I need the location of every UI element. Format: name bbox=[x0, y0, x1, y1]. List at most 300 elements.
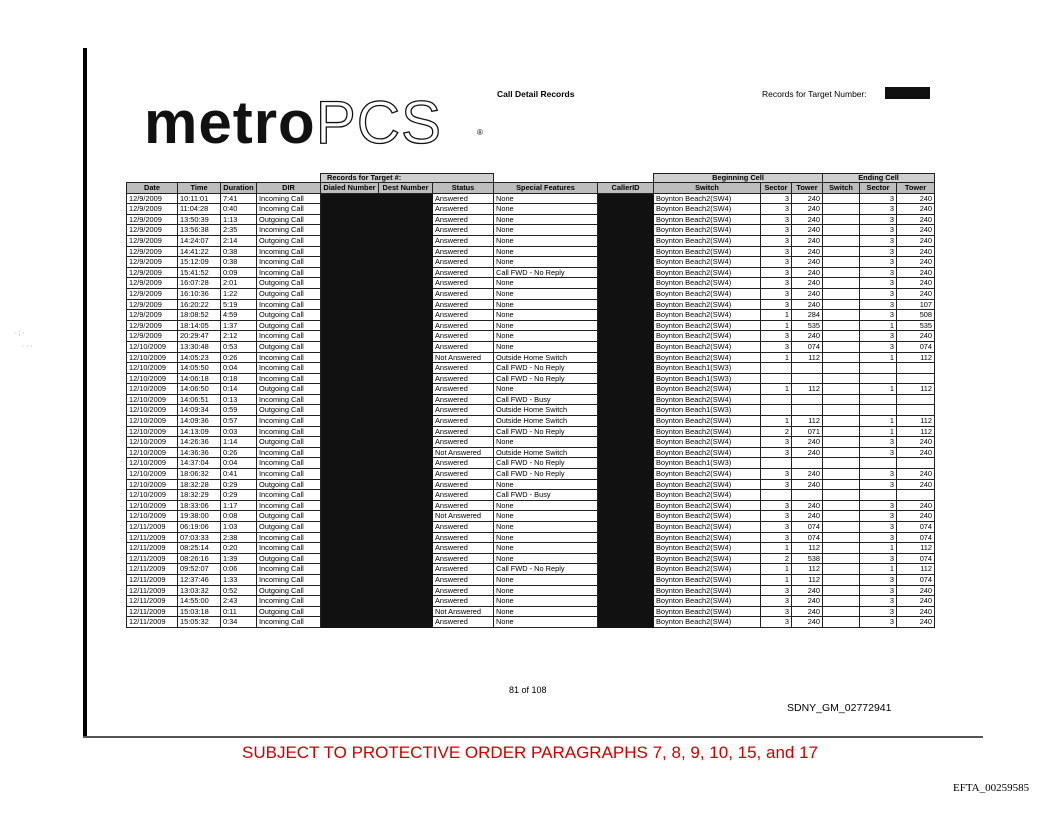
cell-end-sector: 1 bbox=[860, 384, 897, 395]
cell-date: 12/9/2009 bbox=[127, 235, 178, 246]
cell-begin-tower bbox=[792, 405, 823, 416]
cell-direction: Incoming Call bbox=[257, 447, 321, 458]
cell-date: 12/10/2009 bbox=[127, 469, 178, 480]
cell-begin-switch: Boynton Beach2(SW4) bbox=[654, 500, 761, 511]
cell-date: 12/10/2009 bbox=[127, 352, 178, 363]
cell-begin-sector bbox=[761, 405, 792, 416]
cell-status: Answered bbox=[433, 416, 494, 427]
cell-status: Answered bbox=[433, 384, 494, 395]
logo-pcs-text: PCS bbox=[315, 89, 443, 156]
cell-begin-sector: 3 bbox=[761, 437, 792, 448]
cell-begin-tower: 535 bbox=[792, 320, 823, 331]
cell-duration: 0:14 bbox=[221, 384, 257, 395]
redacted-dialed-number bbox=[321, 214, 379, 225]
cell-duration: 0:04 bbox=[221, 458, 257, 469]
cell-end-switch bbox=[823, 320, 860, 331]
cell-special-features: None bbox=[494, 341, 598, 352]
redacted-dest-number bbox=[379, 320, 433, 331]
cell-duration: 0:57 bbox=[221, 416, 257, 427]
cell-end-switch bbox=[823, 574, 860, 585]
cell-status: Not Answered bbox=[433, 447, 494, 458]
cell-begin-tower: 071 bbox=[792, 426, 823, 437]
cell-special-features: Call FWD - No Reply bbox=[494, 363, 598, 374]
redacted-dest-number bbox=[379, 416, 433, 427]
cell-begin-sector: 3 bbox=[761, 617, 792, 628]
table-row bbox=[127, 235, 935, 246]
cell-end-sector: 3 bbox=[860, 299, 897, 310]
cell-status: Answered bbox=[433, 214, 494, 225]
cell-status: Answered bbox=[433, 394, 494, 405]
redacted-dialed-number bbox=[321, 606, 379, 617]
cell-status: Answered bbox=[433, 522, 494, 533]
redacted-dest-number bbox=[379, 574, 433, 585]
redacted-caller-id bbox=[598, 363, 654, 374]
cell-begin-switch: Boynton Beach2(SW4) bbox=[654, 246, 761, 257]
cell-begin-sector: 3 bbox=[761, 246, 792, 257]
redacted-caller-id bbox=[598, 574, 654, 585]
cell-begin-tower: 240 bbox=[792, 235, 823, 246]
cell-special-features: Call FWD - No Reply bbox=[494, 373, 598, 384]
cell-begin-switch: Boynton Beach2(SW4) bbox=[654, 490, 761, 501]
redacted-dest-number bbox=[379, 288, 433, 299]
column-header-row bbox=[127, 183, 935, 194]
cell-end-tower: 240 bbox=[897, 246, 935, 257]
cell-status: Answered bbox=[433, 363, 494, 374]
cell-duration: 0:08 bbox=[221, 511, 257, 522]
cell-time: 14:06:50 bbox=[178, 384, 221, 395]
cell-begin-sector: 3 bbox=[761, 331, 792, 342]
redacted-caller-id bbox=[598, 193, 654, 204]
redacted-dialed-number bbox=[321, 394, 379, 405]
redacted-dest-number bbox=[379, 225, 433, 236]
redacted-caller-id bbox=[598, 320, 654, 331]
cell-begin-sector: 3 bbox=[761, 267, 792, 278]
redacted-dialed-number bbox=[321, 500, 379, 511]
cell-begin-sector bbox=[761, 373, 792, 384]
redacted-dialed-number bbox=[321, 426, 379, 437]
cell-end-switch bbox=[823, 596, 860, 607]
cell-special-features: None bbox=[494, 246, 598, 257]
redacted-dest-number bbox=[379, 426, 433, 437]
cell-special-features: Call FWD - Busy bbox=[494, 490, 598, 501]
cell-begin-tower: 240 bbox=[792, 288, 823, 299]
cell-time: 14:41:22 bbox=[178, 246, 221, 257]
redacted-dialed-number bbox=[321, 511, 379, 522]
cell-status: Answered bbox=[433, 405, 494, 416]
redacted-dest-number bbox=[379, 373, 433, 384]
cell-end-switch bbox=[823, 606, 860, 617]
redacted-caller-id bbox=[598, 543, 654, 554]
cell-date: 12/9/2009 bbox=[127, 320, 178, 331]
cell-end-tower: 112 bbox=[897, 384, 935, 395]
table-row bbox=[127, 246, 935, 257]
cell-status: Not Answered bbox=[433, 352, 494, 363]
cell-special-features: None bbox=[494, 585, 598, 596]
cell-begin-tower bbox=[792, 458, 823, 469]
cell-duration: 0:09 bbox=[221, 267, 257, 278]
redacted-dest-number bbox=[379, 437, 433, 448]
cell-end-tower: 240 bbox=[897, 193, 935, 204]
cell-time: 18:08:52 bbox=[178, 310, 221, 321]
redacted-dest-number bbox=[379, 204, 433, 215]
cell-end-tower: 240 bbox=[897, 585, 935, 596]
cell-direction: Incoming Call bbox=[257, 458, 321, 469]
cell-status: Answered bbox=[433, 479, 494, 490]
redacted-dest-number bbox=[379, 447, 433, 458]
redacted-dialed-number bbox=[321, 235, 379, 246]
redacted-caller-id bbox=[598, 352, 654, 363]
table-row bbox=[127, 532, 935, 543]
cell-end-sector: 1 bbox=[860, 543, 897, 554]
redacted-caller-id bbox=[598, 522, 654, 533]
cell-begin-tower: 112 bbox=[792, 543, 823, 554]
cell-end-tower: 240 bbox=[897, 204, 935, 215]
cell-end-tower bbox=[897, 405, 935, 416]
table-row bbox=[127, 405, 935, 416]
cell-status: Answered bbox=[433, 341, 494, 352]
cell-duration: 0:11 bbox=[221, 606, 257, 617]
cell-begin-sector bbox=[761, 394, 792, 405]
cell-status: Answered bbox=[433, 458, 494, 469]
report-title: Call Detail Records bbox=[497, 89, 575, 99]
table-row bbox=[127, 469, 935, 480]
cell-time: 18:32:29 bbox=[178, 490, 221, 501]
cell-date: 12/9/2009 bbox=[127, 310, 178, 321]
cell-time: 14:05:50 bbox=[178, 363, 221, 374]
cell-begin-tower: 112 bbox=[792, 384, 823, 395]
cell-duration: 0:03 bbox=[221, 426, 257, 437]
cell-time: 15:12:09 bbox=[178, 257, 221, 268]
cell-special-features: None bbox=[494, 310, 598, 321]
cell-status: Answered bbox=[433, 225, 494, 236]
cell-special-features: Outside Home Switch bbox=[494, 447, 598, 458]
cell-end-switch bbox=[823, 500, 860, 511]
cell-end-sector: 3 bbox=[860, 193, 897, 204]
cell-begin-switch: Boynton Beach2(SW4) bbox=[654, 204, 761, 215]
cell-begin-tower bbox=[792, 490, 823, 501]
cell-time: 14:09:36 bbox=[178, 416, 221, 427]
cell-end-sector: 3 bbox=[860, 469, 897, 480]
cell-end-sector: 3 bbox=[860, 278, 897, 289]
cell-date: 12/9/2009 bbox=[127, 214, 178, 225]
cell-end-switch bbox=[823, 257, 860, 268]
cell-end-switch bbox=[823, 267, 860, 278]
cell-status: Answered bbox=[433, 574, 494, 585]
redacted-caller-id bbox=[598, 564, 654, 575]
cell-begin-sector: 3 bbox=[761, 479, 792, 490]
cell-direction: Incoming Call bbox=[257, 352, 321, 363]
cell-begin-switch: Boynton Beach2(SW4) bbox=[654, 596, 761, 607]
cell-special-features: None bbox=[494, 543, 598, 554]
target-group-label: Records for Target #: bbox=[327, 173, 402, 182]
cell-begin-sector bbox=[761, 490, 792, 501]
column-header: DIR bbox=[257, 183, 321, 194]
cell-end-switch bbox=[823, 511, 860, 522]
cell-direction: Outgoing Call bbox=[257, 341, 321, 352]
redacted-dest-number bbox=[379, 606, 433, 617]
table-row bbox=[127, 373, 935, 384]
cell-begin-sector: 1 bbox=[761, 543, 792, 554]
redacted-caller-id bbox=[598, 606, 654, 617]
redacted-dest-number bbox=[379, 257, 433, 268]
cell-begin-switch: Boynton Beach2(SW4) bbox=[654, 267, 761, 278]
cell-status: Answered bbox=[433, 288, 494, 299]
cell-end-sector: 3 bbox=[860, 225, 897, 236]
cell-direction: Incoming Call bbox=[257, 426, 321, 437]
ending-cell-header: Ending Cell bbox=[823, 174, 935, 183]
cell-begin-sector: 3 bbox=[761, 288, 792, 299]
cell-begin-sector: 3 bbox=[761, 511, 792, 522]
redacted-dialed-number bbox=[321, 596, 379, 607]
cell-special-features: None bbox=[494, 214, 598, 225]
cell-begin-tower: 240 bbox=[792, 246, 823, 257]
cell-date: 12/9/2009 bbox=[127, 204, 178, 215]
cell-end-switch bbox=[823, 426, 860, 437]
cell-end-tower: 240 bbox=[897, 267, 935, 278]
table-row bbox=[127, 257, 935, 268]
cell-begin-switch: Boynton Beach2(SW4) bbox=[654, 522, 761, 533]
redacted-dest-number bbox=[379, 511, 433, 522]
cell-duration: 1:03 bbox=[221, 522, 257, 533]
cell-date: 12/9/2009 bbox=[127, 278, 178, 289]
cell-date: 12/11/2009 bbox=[127, 543, 178, 554]
redacted-dest-number bbox=[379, 394, 433, 405]
cell-special-features: None bbox=[494, 225, 598, 236]
cell-end-sector: 3 bbox=[860, 214, 897, 225]
redacted-caller-id bbox=[598, 341, 654, 352]
cell-direction: Outgoing Call bbox=[257, 553, 321, 564]
table-row bbox=[127, 363, 935, 374]
cell-direction: Outgoing Call bbox=[257, 288, 321, 299]
cell-time: 13:30:48 bbox=[178, 341, 221, 352]
cell-end-tower: 240 bbox=[897, 437, 935, 448]
cell-direction: Outgoing Call bbox=[257, 585, 321, 596]
cell-duration: 5:19 bbox=[221, 299, 257, 310]
cell-begin-switch: Boynton Beach2(SW4) bbox=[654, 553, 761, 564]
cell-direction: Incoming Call bbox=[257, 564, 321, 575]
table-row bbox=[127, 320, 935, 331]
cell-time: 07:03:33 bbox=[178, 532, 221, 543]
cell-date: 12/11/2009 bbox=[127, 522, 178, 533]
beginning-cell-header: Beginning Cell bbox=[654, 174, 823, 183]
cell-direction: Incoming Call bbox=[257, 416, 321, 427]
cell-duration: 0:40 bbox=[221, 204, 257, 215]
efta-number: EFTA_00259585 bbox=[953, 782, 1030, 794]
cell-begin-switch: Boynton Beach2(SW4) bbox=[654, 299, 761, 310]
table-row bbox=[127, 278, 935, 289]
cell-end-tower: 508 bbox=[897, 310, 935, 321]
redacted-dialed-number bbox=[321, 193, 379, 204]
cell-end-tower: 240 bbox=[897, 511, 935, 522]
redacted-dest-number bbox=[379, 596, 433, 607]
cell-begin-sector: 1 bbox=[761, 310, 792, 321]
column-header: Sector bbox=[761, 183, 792, 194]
cell-duration: 0:04 bbox=[221, 363, 257, 374]
column-header: Date bbox=[127, 183, 178, 194]
redacted-dialed-number bbox=[321, 479, 379, 490]
cell-begin-sector: 3 bbox=[761, 299, 792, 310]
cell-date: 12/9/2009 bbox=[127, 331, 178, 342]
cell-status: Answered bbox=[433, 257, 494, 268]
cell-begin-tower: 112 bbox=[792, 574, 823, 585]
cell-direction: Incoming Call bbox=[257, 257, 321, 268]
redacted-dest-number bbox=[379, 564, 433, 575]
cell-end-switch bbox=[823, 522, 860, 533]
cell-duration: 0:29 bbox=[221, 490, 257, 501]
cell-begin-switch: Boynton Beach2(SW4) bbox=[654, 437, 761, 448]
cell-date: 12/10/2009 bbox=[127, 405, 178, 416]
blank-group bbox=[494, 174, 654, 183]
cell-begin-tower: 074 bbox=[792, 341, 823, 352]
cell-begin-tower: 240 bbox=[792, 204, 823, 215]
redacted-dest-number bbox=[379, 341, 433, 352]
redacted-dest-number bbox=[379, 405, 433, 416]
cell-end-switch bbox=[823, 437, 860, 448]
cell-time: 06:19:06 bbox=[178, 522, 221, 533]
cell-begin-tower: 074 bbox=[792, 522, 823, 533]
redacted-caller-id bbox=[598, 310, 654, 321]
cell-end-switch bbox=[823, 490, 860, 501]
cell-date: 12/10/2009 bbox=[127, 511, 178, 522]
cell-end-sector bbox=[860, 363, 897, 374]
cell-time: 16:07:28 bbox=[178, 278, 221, 289]
cell-end-switch bbox=[823, 469, 860, 480]
call-detail-table bbox=[126, 173, 935, 628]
scan-mark: · · · bbox=[22, 343, 33, 350]
cell-duration: 4:59 bbox=[221, 310, 257, 321]
cell-direction: Incoming Call bbox=[257, 204, 321, 215]
cell-time: 14:09:34 bbox=[178, 405, 221, 416]
redacted-dialed-number bbox=[321, 288, 379, 299]
cell-date: 12/10/2009 bbox=[127, 373, 178, 384]
redacted-dest-number bbox=[379, 617, 433, 628]
cell-time: 15:05:32 bbox=[178, 617, 221, 628]
cell-end-sector: 3 bbox=[860, 204, 897, 215]
cell-special-features: None bbox=[494, 320, 598, 331]
cell-special-features: Call FWD - No Reply bbox=[494, 426, 598, 437]
table-row bbox=[127, 394, 935, 405]
target-number-redaction bbox=[885, 87, 930, 99]
cell-end-tower: 240 bbox=[897, 278, 935, 289]
cell-duration: 0:26 bbox=[221, 447, 257, 458]
cell-begin-switch: Boynton Beach2(SW4) bbox=[654, 193, 761, 204]
cell-status: Answered bbox=[433, 500, 494, 511]
cell-end-switch bbox=[823, 193, 860, 204]
redacted-caller-id bbox=[598, 553, 654, 564]
cell-direction: Outgoing Call bbox=[257, 479, 321, 490]
cell-end-tower: 074 bbox=[897, 553, 935, 564]
cell-begin-tower: 240 bbox=[792, 596, 823, 607]
redacted-dialed-number bbox=[321, 320, 379, 331]
cell-begin-sector bbox=[761, 458, 792, 469]
cell-date: 12/11/2009 bbox=[127, 596, 178, 607]
cell-time: 18:06:32 bbox=[178, 469, 221, 480]
cell-begin-switch: Boynton Beach1(SW3) bbox=[654, 363, 761, 374]
cell-end-tower: 240 bbox=[897, 447, 935, 458]
cell-begin-tower: 284 bbox=[792, 310, 823, 321]
cell-duration: 0:29 bbox=[221, 479, 257, 490]
cell-time: 08:26:16 bbox=[178, 553, 221, 564]
cell-end-sector: 3 bbox=[860, 617, 897, 628]
cell-end-sector: 3 bbox=[860, 310, 897, 321]
cell-end-sector: 1 bbox=[860, 320, 897, 331]
cell-begin-switch: Boynton Beach2(SW4) bbox=[654, 288, 761, 299]
cell-begin-switch: Boynton Beach2(SW4) bbox=[654, 416, 761, 427]
table-row bbox=[127, 606, 935, 617]
redacted-dialed-number bbox=[321, 532, 379, 543]
table-row bbox=[127, 585, 935, 596]
cell-end-tower bbox=[897, 394, 935, 405]
column-header: Dest Number bbox=[379, 183, 433, 194]
cell-begin-switch: Boynton Beach2(SW4) bbox=[654, 617, 761, 628]
table-row bbox=[127, 574, 935, 585]
redacted-caller-id bbox=[598, 246, 654, 257]
redacted-caller-id bbox=[598, 437, 654, 448]
logo-metro-text: metro bbox=[144, 89, 316, 156]
cell-date: 12/10/2009 bbox=[127, 458, 178, 469]
cell-time: 13:03:32 bbox=[178, 585, 221, 596]
cell-status: Answered bbox=[433, 617, 494, 628]
cell-end-tower: 240 bbox=[897, 617, 935, 628]
bates-number: SDNY_GM_02772941 bbox=[787, 702, 892, 714]
cell-begin-tower: 240 bbox=[792, 511, 823, 522]
blank-group bbox=[127, 174, 321, 183]
cell-time: 13:56:38 bbox=[178, 225, 221, 236]
cell-end-switch bbox=[823, 246, 860, 257]
cell-duration: 0:52 bbox=[221, 585, 257, 596]
redacted-dest-number bbox=[379, 246, 433, 257]
cell-time: 19:38:00 bbox=[178, 511, 221, 522]
table-row bbox=[127, 193, 935, 204]
cell-direction: Incoming Call bbox=[257, 617, 321, 628]
cell-special-features: None bbox=[494, 278, 598, 289]
cell-end-switch bbox=[823, 447, 860, 458]
redacted-dialed-number bbox=[321, 416, 379, 427]
cell-begin-sector: 2 bbox=[761, 426, 792, 437]
redacted-dest-number bbox=[379, 479, 433, 490]
cell-status: Answered bbox=[433, 193, 494, 204]
cell-begin-switch: Boynton Beach2(SW4) bbox=[654, 447, 761, 458]
redacted-caller-id bbox=[598, 235, 654, 246]
table-row bbox=[127, 596, 935, 607]
cell-end-tower: 074 bbox=[897, 522, 935, 533]
cell-duration: 1:17 bbox=[221, 500, 257, 511]
cell-end-switch bbox=[823, 310, 860, 321]
column-header: Duration bbox=[221, 183, 257, 194]
cell-special-features: None bbox=[494, 331, 598, 342]
cell-begin-sector: 3 bbox=[761, 235, 792, 246]
cell-time: 15:03:18 bbox=[178, 606, 221, 617]
redacted-dest-number bbox=[379, 331, 433, 342]
cell-begin-tower: 240 bbox=[792, 585, 823, 596]
table-row bbox=[127, 617, 935, 628]
cell-end-sector: 1 bbox=[860, 352, 897, 363]
cell-begin-sector: 3 bbox=[761, 585, 792, 596]
cell-end-sector: 3 bbox=[860, 479, 897, 490]
cell-special-features: None bbox=[494, 532, 598, 543]
redacted-dialed-number bbox=[321, 204, 379, 215]
cell-end-switch bbox=[823, 405, 860, 416]
cell-end-switch bbox=[823, 479, 860, 490]
cell-begin-tower: 112 bbox=[792, 564, 823, 575]
cell-date: 12/9/2009 bbox=[127, 299, 178, 310]
redacted-caller-id bbox=[598, 405, 654, 416]
redacted-dialed-number bbox=[321, 553, 379, 564]
cell-status: Answered bbox=[433, 543, 494, 554]
cell-end-tower: 240 bbox=[897, 225, 935, 236]
table-row bbox=[127, 267, 935, 278]
redacted-dialed-number bbox=[321, 384, 379, 395]
